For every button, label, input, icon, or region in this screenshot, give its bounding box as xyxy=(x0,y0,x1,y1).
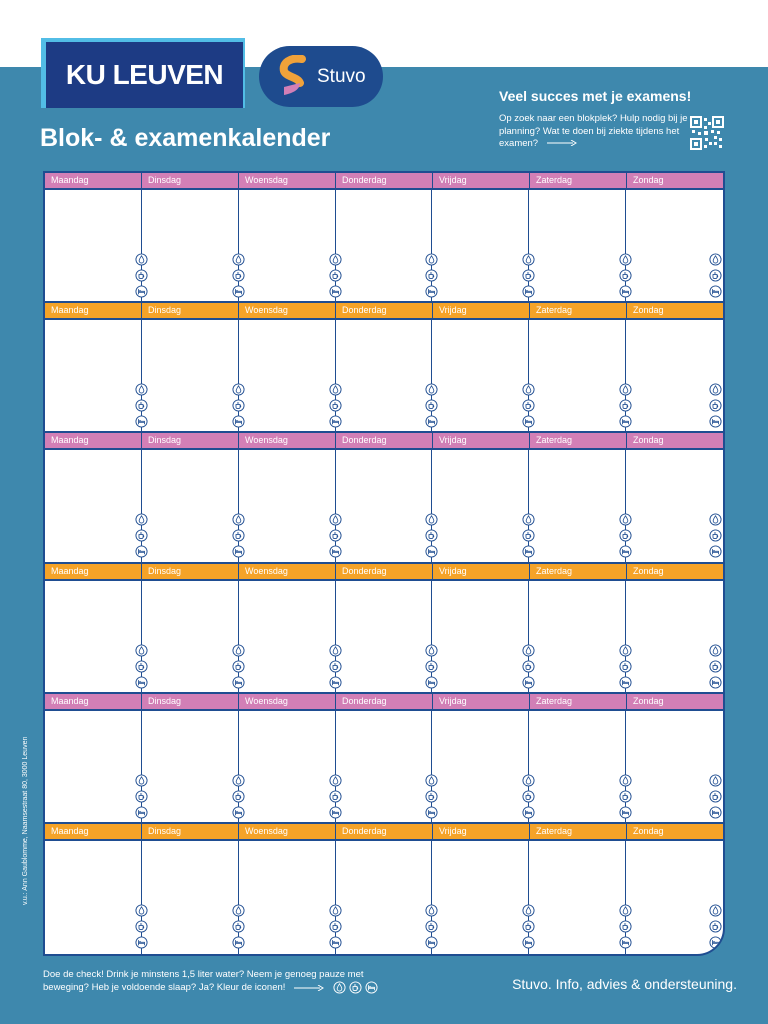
water-drop-icon[interactable] xyxy=(232,774,245,787)
coffee-cup-icon[interactable] xyxy=(232,529,245,542)
bed-icon xyxy=(365,981,378,994)
bed-icon[interactable] xyxy=(619,676,632,689)
water-drop-icon[interactable] xyxy=(425,383,438,396)
water-drop-icon xyxy=(333,981,346,994)
coffee-cup-icon[interactable] xyxy=(522,790,535,803)
water-drop-icon[interactable] xyxy=(709,644,722,657)
week-header xyxy=(45,824,723,841)
day-label: Vrijdag xyxy=(432,824,529,839)
day-check-icons xyxy=(425,904,438,952)
bed-icon[interactable] xyxy=(522,936,535,949)
day-label: Maandag xyxy=(51,696,89,706)
bed-icon[interactable] xyxy=(232,415,245,428)
check-text: Doe de check! Drink je minstens 1,5 liter water? Neem je genoeg pauze met beweging? Heb je voldoende slaap? Ja? Kleur de iconen! xyxy=(43,969,364,994)
day-check-icons xyxy=(329,253,342,301)
day-label: Zaterdag xyxy=(529,564,626,579)
day-check-icons xyxy=(329,383,342,431)
bed-icon[interactable] xyxy=(709,806,722,819)
day-check-icons xyxy=(619,383,632,431)
bed-icon[interactable] xyxy=(232,936,245,949)
week-header xyxy=(45,173,723,190)
qr-code-icon[interactable] xyxy=(690,116,724,150)
day-check-icons xyxy=(232,644,245,692)
day-label: Maandag xyxy=(51,175,89,185)
day-label: Maandag xyxy=(51,566,89,576)
day-label: Zondag xyxy=(626,564,723,579)
coffee-cup-icon[interactable] xyxy=(425,529,438,542)
week-row xyxy=(45,433,723,563)
week-header xyxy=(45,433,723,450)
day-check-icons xyxy=(522,774,535,822)
bed-icon[interactable] xyxy=(522,285,535,298)
check-icons xyxy=(333,981,378,994)
day-label: Donderdag xyxy=(335,824,432,839)
bed-icon[interactable] xyxy=(522,806,535,819)
week-header xyxy=(45,694,723,711)
day-label: Zondag xyxy=(626,433,723,448)
water-drop-icon[interactable] xyxy=(329,904,342,917)
day-check-icons xyxy=(135,644,148,692)
day-label: Dinsdag xyxy=(141,433,238,448)
day-check-icons xyxy=(619,774,632,822)
day-label: Donderdag xyxy=(335,433,432,448)
coffee-cup-icon[interactable] xyxy=(329,269,342,282)
day-label: Zaterdag xyxy=(529,173,626,188)
day-check-icons xyxy=(709,253,722,301)
coffee-cup-icon[interactable] xyxy=(709,920,722,933)
water-drop-icon[interactable] xyxy=(232,904,245,917)
success-message: Veel succes met je examens! xyxy=(499,88,692,104)
day-label: Zaterdag xyxy=(529,303,626,318)
day-label: Zaterdag xyxy=(529,694,626,709)
bed-icon[interactable] xyxy=(619,415,632,428)
water-drop-icon[interactable] xyxy=(232,513,245,526)
day-label: Woensdag xyxy=(238,694,335,709)
day-label: Donderdag xyxy=(335,694,432,709)
water-drop-icon[interactable] xyxy=(135,644,148,657)
day-label: Woensdag xyxy=(238,824,335,839)
day-check-icons xyxy=(619,253,632,301)
coffee-cup-icon[interactable] xyxy=(709,660,722,673)
bed-icon[interactable] xyxy=(329,676,342,689)
day-check-icons xyxy=(522,383,535,431)
week-row xyxy=(45,173,723,303)
coffee-cup-icon[interactable] xyxy=(232,660,245,673)
day-label: Dinsdag xyxy=(141,303,238,318)
help-text-block xyxy=(499,113,689,151)
coffee-cup-icon[interactable] xyxy=(135,790,148,803)
bed-icon[interactable] xyxy=(135,415,148,428)
week-row xyxy=(45,564,723,694)
water-drop-icon[interactable] xyxy=(709,774,722,787)
day-check-icons xyxy=(232,904,245,952)
arrow-right-icon xyxy=(294,985,324,991)
week-header xyxy=(45,303,723,320)
water-drop-icon[interactable] xyxy=(709,383,722,396)
water-drop-icon[interactable] xyxy=(619,513,632,526)
coffee-cup-icon[interactable] xyxy=(522,660,535,673)
coffee-cup-icon xyxy=(349,981,362,994)
day-label: Donderdag xyxy=(335,303,432,318)
day-check-icons xyxy=(135,513,148,561)
day-check-icons xyxy=(329,513,342,561)
water-drop-icon[interactable] xyxy=(329,253,342,266)
day-label: Woensdag xyxy=(238,564,335,579)
water-drop-icon[interactable] xyxy=(425,253,438,266)
coffee-cup-icon[interactable] xyxy=(329,790,342,803)
day-check-icons xyxy=(329,774,342,822)
water-drop-icon[interactable] xyxy=(329,774,342,787)
bed-icon[interactable] xyxy=(619,545,632,558)
day-label: Zondag xyxy=(626,173,723,188)
coffee-cup-icon[interactable] xyxy=(135,920,148,933)
bed-icon[interactable] xyxy=(709,545,722,558)
day-check-icons xyxy=(135,253,148,301)
day-label: Woensdag xyxy=(238,303,335,318)
day-check-icons xyxy=(135,383,148,431)
coffee-cup-icon[interactable] xyxy=(135,660,148,673)
day-label: Vrijdag xyxy=(432,564,529,579)
day-check-icons xyxy=(709,774,722,822)
coffee-cup-icon[interactable] xyxy=(135,529,148,542)
water-drop-icon[interactable] xyxy=(522,774,535,787)
coffee-cup-icon[interactable] xyxy=(522,920,535,933)
coffee-cup-icon[interactable] xyxy=(709,269,722,282)
coffee-cup-icon[interactable] xyxy=(522,529,535,542)
bed-icon[interactable] xyxy=(619,285,632,298)
water-drop-icon[interactable] xyxy=(425,513,438,526)
day-check-icons xyxy=(522,644,535,692)
day-check-icons xyxy=(619,513,632,561)
water-drop-icon[interactable] xyxy=(425,774,438,787)
bed-icon[interactable] xyxy=(709,936,722,949)
day-label: Zaterdag xyxy=(529,433,626,448)
ku-leuven-logo: KU LEUVEN xyxy=(46,42,243,108)
coffee-cup-icon[interactable] xyxy=(232,920,245,933)
coffee-cup-icon[interactable] xyxy=(425,790,438,803)
bed-icon[interactable] xyxy=(619,936,632,949)
coffee-cup-icon[interactable] xyxy=(329,399,342,412)
water-drop-icon[interactable] xyxy=(135,383,148,396)
day-label: Woensdag xyxy=(238,433,335,448)
week-row xyxy=(45,303,723,433)
day-check-icons xyxy=(232,774,245,822)
day-check-icons xyxy=(425,774,438,822)
help-text: Op zoek naar een blokplek? Hulp nodig bij je planning? Wat te doen bij ziekte tijdens het examen? xyxy=(499,113,688,149)
day-check-icons xyxy=(329,904,342,952)
day-label: Dinsdag xyxy=(141,173,238,188)
day-label: Donderdag xyxy=(335,173,432,188)
bed-icon[interactable] xyxy=(522,676,535,689)
water-drop-icon[interactable] xyxy=(522,383,535,396)
water-drop-icon[interactable] xyxy=(425,904,438,917)
water-drop-icon[interactable] xyxy=(135,513,148,526)
water-drop-icon[interactable] xyxy=(135,904,148,917)
stuvo-tagline: Stuvo. Info, advies & ondersteuning. xyxy=(512,976,737,992)
day-label: Maandag xyxy=(51,305,89,315)
week-header xyxy=(45,564,723,581)
bed-icon[interactable] xyxy=(135,676,148,689)
coffee-cup-icon[interactable] xyxy=(619,790,632,803)
bed-icon[interactable] xyxy=(135,285,148,298)
water-drop-icon[interactable] xyxy=(135,253,148,266)
day-check-icons xyxy=(619,644,632,692)
day-check-icons xyxy=(329,644,342,692)
water-drop-icon[interactable] xyxy=(135,774,148,787)
water-drop-icon[interactable] xyxy=(329,644,342,657)
day-label: Vrijdag xyxy=(432,173,529,188)
week-row xyxy=(45,824,723,954)
bed-icon[interactable] xyxy=(135,806,148,819)
day-label: Dinsdag xyxy=(141,824,238,839)
water-drop-icon[interactable] xyxy=(709,904,722,917)
water-drop-icon[interactable] xyxy=(619,383,632,396)
day-check-icons xyxy=(709,904,722,952)
coffee-cup-icon[interactable] xyxy=(232,790,245,803)
coffee-cup-icon[interactable] xyxy=(709,399,722,412)
coffee-cup-icon[interactable] xyxy=(619,269,632,282)
bed-icon[interactable] xyxy=(135,936,148,949)
bed-icon[interactable] xyxy=(709,285,722,298)
day-check-icons xyxy=(522,904,535,952)
day-label: Zaterdag xyxy=(529,824,626,839)
day-check-icons xyxy=(232,513,245,561)
day-label: Zondag xyxy=(626,694,723,709)
day-label: Vrijdag xyxy=(432,433,529,448)
water-drop-icon[interactable] xyxy=(619,644,632,657)
bed-icon[interactable] xyxy=(425,936,438,949)
coffee-cup-icon[interactable] xyxy=(619,399,632,412)
day-check-icons xyxy=(232,253,245,301)
water-drop-icon[interactable] xyxy=(329,513,342,526)
bed-icon[interactable] xyxy=(135,545,148,558)
bed-icon[interactable] xyxy=(329,545,342,558)
exam-calendar xyxy=(43,171,725,956)
day-label: Woensdag xyxy=(238,173,335,188)
day-check-icons xyxy=(425,253,438,301)
water-drop-icon[interactable] xyxy=(619,904,632,917)
day-check-icons xyxy=(709,644,722,692)
day-check-icons xyxy=(522,513,535,561)
coffee-cup-icon[interactable] xyxy=(329,660,342,673)
coffee-cup-icon[interactable] xyxy=(329,920,342,933)
coffee-cup-icon[interactable] xyxy=(329,529,342,542)
bed-icon[interactable] xyxy=(232,806,245,819)
coffee-cup-icon[interactable] xyxy=(135,399,148,412)
coffee-cup-icon[interactable] xyxy=(425,399,438,412)
publisher-address: v.u.: Ann Gaublomme, Naamsestraat 80, 3000 Leuven xyxy=(22,736,29,905)
water-drop-icon[interactable] xyxy=(709,513,722,526)
coffee-cup-icon[interactable] xyxy=(619,529,632,542)
water-drop-icon[interactable] xyxy=(522,644,535,657)
bed-icon[interactable] xyxy=(232,545,245,558)
bed-icon[interactable] xyxy=(709,676,722,689)
day-check-icons xyxy=(709,513,722,561)
coffee-cup-icon[interactable] xyxy=(232,269,245,282)
day-label: Dinsdag xyxy=(141,694,238,709)
coffee-cup-icon[interactable] xyxy=(522,269,535,282)
coffee-cup-icon[interactable] xyxy=(709,529,722,542)
water-drop-icon[interactable] xyxy=(522,253,535,266)
water-drop-icon[interactable] xyxy=(619,774,632,787)
day-check-icons xyxy=(425,644,438,692)
day-check-icons xyxy=(135,774,148,822)
day-label: Maandag xyxy=(51,826,89,836)
day-label: Vrijdag xyxy=(432,303,529,318)
bed-icon[interactable] xyxy=(232,285,245,298)
bed-icon[interactable] xyxy=(329,415,342,428)
water-drop-icon[interactable] xyxy=(709,253,722,266)
coffee-cup-icon[interactable] xyxy=(425,269,438,282)
bed-icon[interactable] xyxy=(232,676,245,689)
day-check-icons xyxy=(619,904,632,952)
coffee-cup-icon[interactable] xyxy=(425,920,438,933)
water-drop-icon[interactable] xyxy=(232,383,245,396)
page-title: Blok- & examenkalender xyxy=(40,124,331,152)
check-text-block xyxy=(43,968,403,994)
coffee-cup-icon[interactable] xyxy=(619,920,632,933)
day-check-icons xyxy=(709,383,722,431)
day-label: Vrijdag xyxy=(432,694,529,709)
bed-icon[interactable] xyxy=(329,936,342,949)
water-drop-icon[interactable] xyxy=(425,644,438,657)
day-check-icons xyxy=(522,253,535,301)
bed-icon[interactable] xyxy=(425,545,438,558)
day-label: Maandag xyxy=(51,435,89,445)
water-drop-icon[interactable] xyxy=(522,904,535,917)
day-label: Dinsdag xyxy=(141,564,238,579)
water-drop-icon[interactable] xyxy=(232,253,245,266)
coffee-cup-icon[interactable] xyxy=(425,660,438,673)
bed-icon[interactable] xyxy=(425,676,438,689)
coffee-cup-icon[interactable] xyxy=(135,269,148,282)
bed-icon[interactable] xyxy=(522,415,535,428)
water-drop-icon[interactable] xyxy=(329,383,342,396)
bed-icon[interactable] xyxy=(425,285,438,298)
water-drop-icon[interactable] xyxy=(619,253,632,266)
coffee-cup-icon[interactable] xyxy=(619,660,632,673)
week-row xyxy=(45,694,723,824)
stuvo-mark-icon xyxy=(278,55,308,99)
water-drop-icon[interactable] xyxy=(522,513,535,526)
day-label: Zondag xyxy=(626,824,723,839)
bed-icon[interactable] xyxy=(522,545,535,558)
bed-icon[interactable] xyxy=(619,806,632,819)
coffee-cup-icon[interactable] xyxy=(709,790,722,803)
day-label: Donderdag xyxy=(335,564,432,579)
day-check-icons xyxy=(425,513,438,561)
arrow-right-icon xyxy=(547,140,577,146)
bed-icon[interactable] xyxy=(709,415,722,428)
stuvo-logo-text: Stuvo xyxy=(317,65,366,87)
bed-icon[interactable] xyxy=(425,415,438,428)
bed-icon[interactable] xyxy=(329,285,342,298)
coffee-cup-icon[interactable] xyxy=(232,399,245,412)
stuvo-logo xyxy=(259,46,383,107)
bed-icon[interactable] xyxy=(329,806,342,819)
day-check-icons xyxy=(232,383,245,431)
coffee-cup-icon[interactable] xyxy=(522,399,535,412)
water-drop-icon[interactable] xyxy=(232,644,245,657)
bed-icon[interactable] xyxy=(425,806,438,819)
day-check-icons xyxy=(425,383,438,431)
day-label: Zondag xyxy=(626,303,723,318)
day-check-icons xyxy=(135,904,148,952)
